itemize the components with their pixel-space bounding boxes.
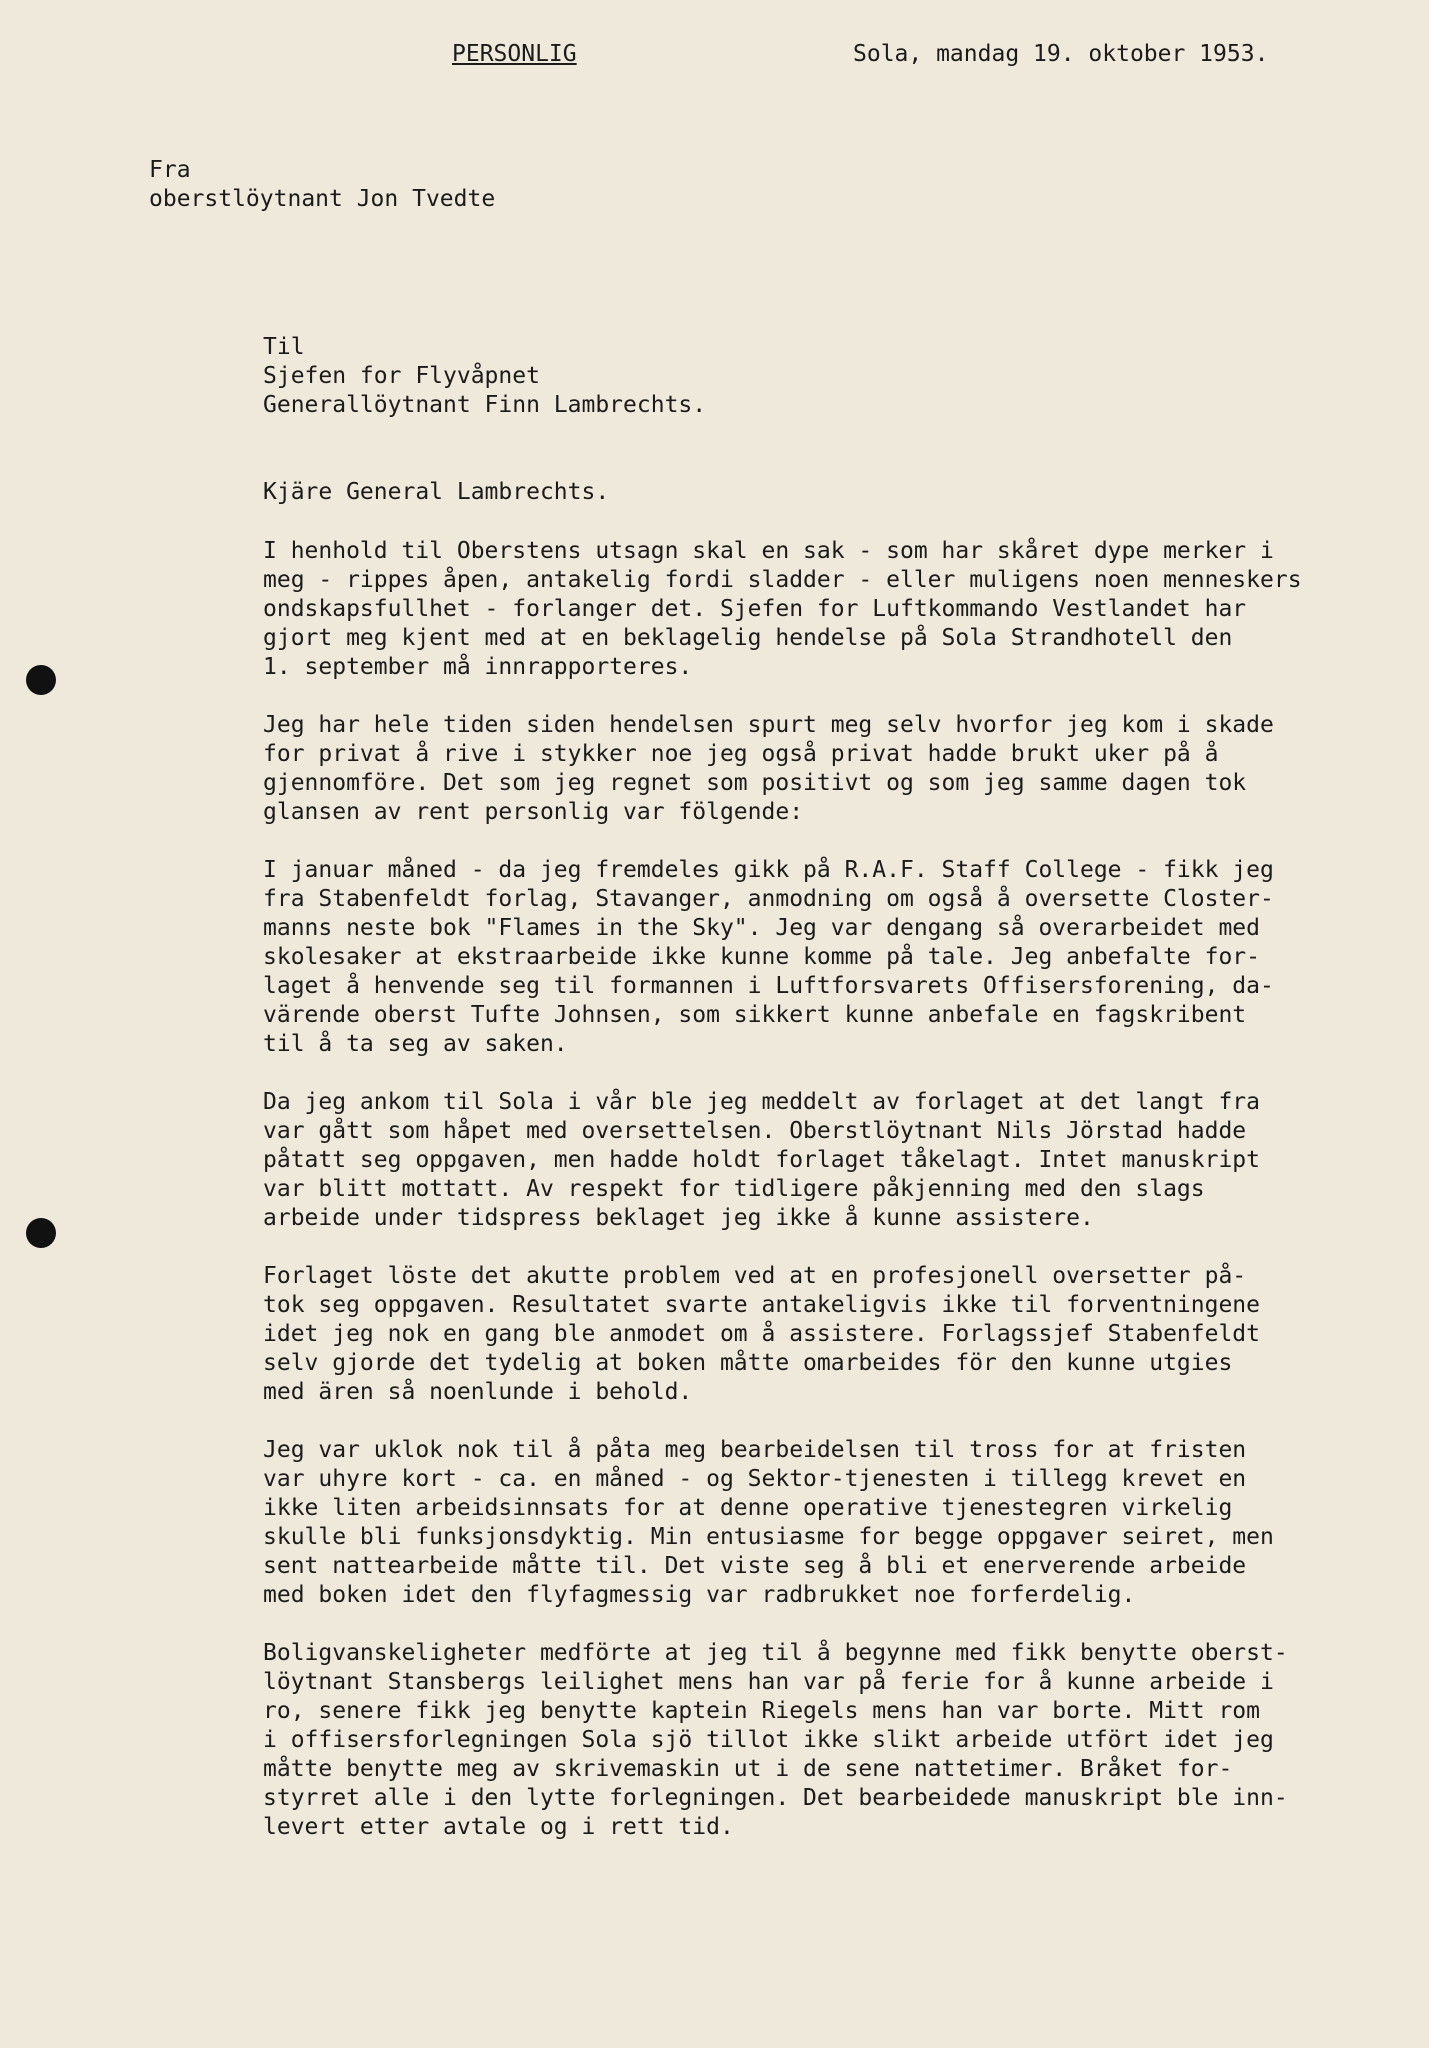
paragraph [263, 711, 1313, 827]
paragraph [263, 1262, 1313, 1407]
recipient-block [263, 333, 706, 420]
letter-body [263, 537, 1313, 1871]
text-line: gjennomföre. Det som jeg regnet som positivt og som jeg samme dagen tok [263, 770, 1247, 796]
text-line: var blitt mottatt. Av respekt for tidligere påkjenning med den slags [263, 1176, 1205, 1202]
text-line: i offisersforlegningen Sola sjö tillot ikke slikt arbeide utfört idet jeg [263, 1727, 1274, 1753]
text-line: med boken idet den flyfagmessig var radbrukket noe forferdelig. [263, 1582, 1136, 1608]
punch-hole [26, 665, 56, 695]
text-line: var uhyre kort - ca. en måned - og Sektor-tjenesten i tillegg krevet en [263, 1466, 1247, 1492]
paragraph [263, 1639, 1313, 1842]
text-line: skolesaker at ekstraarbeide ikke kunne komme på tale. Jeg anbefalte for- [263, 944, 1260, 970]
text-line: glansen av rent personlig var fölgende: [263, 799, 804, 825]
sender-line: oberstlöytnant Jon Tvedte [149, 186, 496, 212]
text-line: måtte benytte meg av skrivemaskin ut i de sene nattetimer. Bråket for- [263, 1756, 1233, 1782]
paragraph [263, 537, 1313, 682]
text-line: styrret alle i den lytte forlegningen. Det bearbeidede manuskript ble inn- [263, 1785, 1288, 1811]
letter-header [452, 40, 1292, 70]
text-line: löytnant Stansbergs leilighet mens han var på ferie for å kunne arbeide i [263, 1669, 1274, 1695]
punch-hole [26, 1218, 56, 1248]
paragraph [263, 1088, 1313, 1233]
text-line: laget å henvende seg til formannen i Luftforsvarets Offisersforening, da- [263, 973, 1274, 999]
sender-block [149, 156, 495, 214]
text-line: meg - rippes åpen, antakelig fordi sladder - eller muligens noen menneskers [263, 567, 1302, 593]
text-line: Boligvanskeligheter medförte at jeg til å begynne med fikk benytte oberst- [263, 1640, 1288, 1666]
text-line: til å ta seg av saken. [263, 1031, 568, 1057]
text-line: Forlaget löste det akutte problem ved at en profesjonell oversetter på- [263, 1263, 1247, 1289]
text-line: idet jeg nok en gang ble anmodet om å assistere. Forlagssjef Stabenfeldt [263, 1321, 1260, 1347]
recipient-line: Sjefen for Flyvåpnet [263, 363, 540, 389]
text-line: gjort meg kjent med at en beklagelig hendelse på Sola Strandhotell den [263, 625, 1233, 651]
paragraph [263, 856, 1313, 1059]
recipient-line: Til [263, 334, 305, 360]
recipient-line: Generallöytnant Finn Lambrechts. [263, 392, 707, 418]
text-line: levert etter avtale og i rett tid. [263, 1814, 734, 1840]
text-line: skulle bli funksjonsdyktig. Min entusiasme for begge oppgaver seiret, men [263, 1524, 1274, 1550]
text-line: selv gjorde det tydelig at boken måtte omarbeides för den kunne utgies [263, 1350, 1233, 1376]
salutation: Kjäre General Lambrechts. [263, 479, 610, 505]
text-line: värende oberst Tufte Johnsen, som sikkert kunne anbefale en fagskribent [263, 1002, 1247, 1028]
text-line: I januar måned - da jeg fremdeles gikk på R.A.F. Staff College - fikk jeg [263, 857, 1274, 883]
text-line: fra Stabenfeldt forlag, Stavanger, anmodning om også å oversette Closter- [263, 886, 1274, 912]
text-line: ikke liten arbeidsinnsats for at denne operative tjenestegren virkelig [263, 1495, 1233, 1521]
text-line: var gått som håpet med oversettelsen. Oberstlöytnant Nils Jörstad hadde [263, 1118, 1247, 1144]
text-line: for privat å rive i stykker noe jeg også privat hadde brukt uker på å [263, 741, 1219, 767]
paragraph [263, 1436, 1313, 1610]
text-line: manns neste bok "Flames in the Sky". Jeg var dengang så overarbeidet med [263, 915, 1260, 941]
place-and-date: Sola, mandag 19. oktober 1953. [853, 41, 1269, 67]
text-line: Jeg har hele tiden siden hendelsen spurt meg selv hvorfor jeg kom i skade [263, 712, 1274, 738]
text-line: ondskapsfullhet - forlanger det. Sjefen for Luftkommando Vestlandet har [263, 596, 1247, 622]
text-line: arbeide under tidspress beklaget jeg ikke å kunne assistere. [263, 1205, 1094, 1231]
text-line: med ären så noenlunde i behold. [263, 1379, 693, 1405]
sender-line: Fra [149, 157, 191, 183]
text-line: 1. september må innrapporteres. [263, 654, 693, 680]
text-line: Da jeg ankom til Sola i vår ble jeg meddelt av forlaget at det langt fra [263, 1089, 1260, 1115]
text-line: I henhold til Oberstens utsagn skal en sak - som har skåret dype merker i [263, 538, 1274, 564]
confidential-label: PERSONLIG [452, 41, 577, 67]
text-line: tok seg oppgaven. Resultatet svarte antakeligvis ikke til forventningene [263, 1292, 1260, 1318]
text-line: ro, senere fikk jeg benytte kaptein Riegels mens han var borte. Mitt rom [263, 1698, 1260, 1724]
text-line: sent nattearbeide måtte til. Det viste seg å bli et enerverende arbeide [263, 1553, 1247, 1579]
text-line: Jeg var uklok nok til å påta meg bearbeidelsen til tross for at fristen [263, 1437, 1247, 1463]
text-line: påtatt seg oppgaven, men hadde holdt forlaget tåkelagt. Intet manuskript [263, 1147, 1260, 1173]
